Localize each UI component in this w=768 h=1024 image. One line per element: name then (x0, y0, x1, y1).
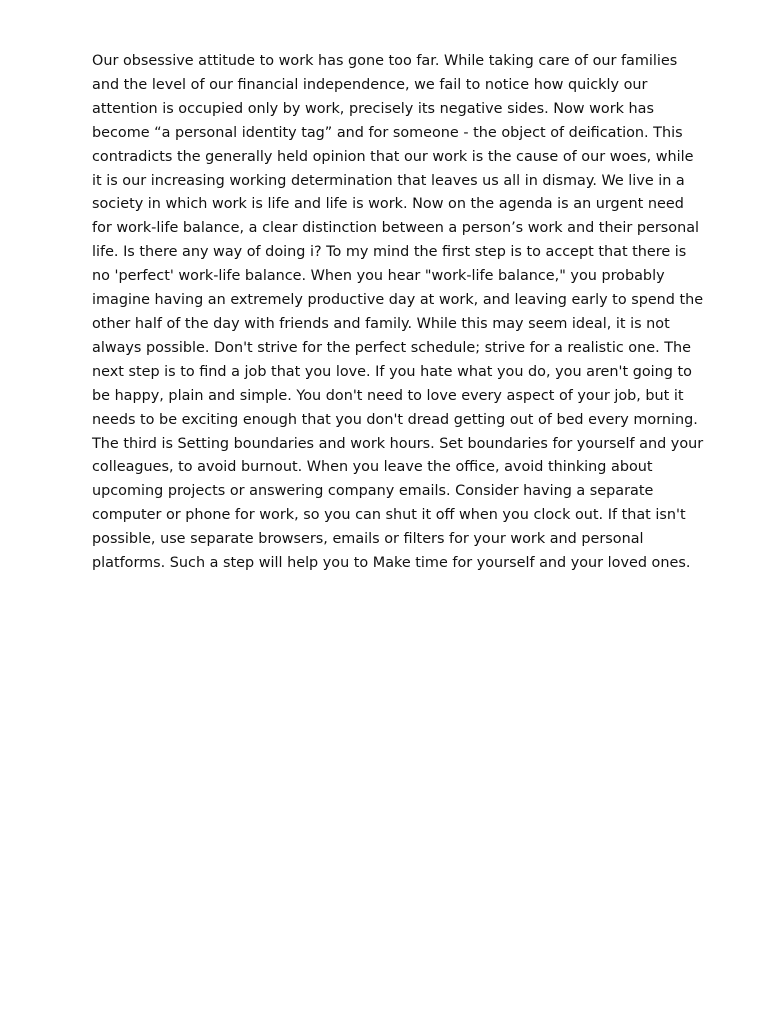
paragraph-line: other half of the day with friends and family. While this may seem ideal, it is not (92, 315, 670, 332)
paragraph-line: contradicts the generally held opinion that our work is the cause of our woes, while (92, 148, 694, 165)
paragraph-line: become “a personal identity tag” and for someone - the object of deification. This (92, 124, 683, 141)
body-paragraph (92, 50, 714, 576)
paragraph-line: it is our increasing working determination that leaves us all in dismay. We live in a (92, 172, 685, 189)
paragraph-line: and the level of our financial independence, we fail to notice how quickly our (92, 76, 648, 93)
paragraph-line: attention is occupied only by work, precisely its negative sides. Now work has (92, 100, 654, 117)
paragraph-line: imagine having an extremely productive day at work, and leaving early to spend the (92, 292, 704, 309)
paragraph-line: Our obsessive attitude to work has gone too far. While taking care of our families (92, 53, 678, 69)
paragraph-line: no 'perfect' work-life balance. When you hear "work-life balance," you probably (92, 268, 665, 285)
paragraph-line: for work-life balance, a clear distinction between a person’s work and their personal (92, 220, 700, 237)
paragraph-line: be happy, plain and simple. You don't need to love every aspect of your job, but it (92, 387, 684, 404)
paragraph-line: life. Is there any way of doing i? To my mind the first step is to accept that there is (92, 244, 687, 261)
paragraph-line: colleagues, to avoid burnout. When you leave the office, avoid thinking about (92, 459, 653, 476)
paragraph-line: computer or phone for work, so you can shut it off when you clock out. If that isn't (92, 507, 686, 524)
paragraph-line: needs to be exciting enough that you don't dread getting out of bed every morning. (92, 411, 698, 428)
paragraph-line: platforms. Such a step will help you to Make time for yourself and your loved ones. (92, 555, 691, 572)
paragraph-line: always possible. Don't strive for the perfect schedule; strive for a realistic one. The (92, 339, 691, 356)
paragraph-line: upcoming projects or answering company emails. Consider having a separate (92, 483, 654, 500)
paragraph-line: possible, use separate browsers, emails or filters for your work and personal (92, 531, 644, 548)
paragraph-line: next step is to find a job that you love. If you hate what you do, you aren't going to (92, 363, 692, 380)
paragraph-line: society in which work is life and life is work. Now on the agenda is an urgent need (92, 196, 684, 213)
paragraph-line: The third is Setting boundaries and work hours. Set boundaries for yourself and your (92, 435, 704, 452)
